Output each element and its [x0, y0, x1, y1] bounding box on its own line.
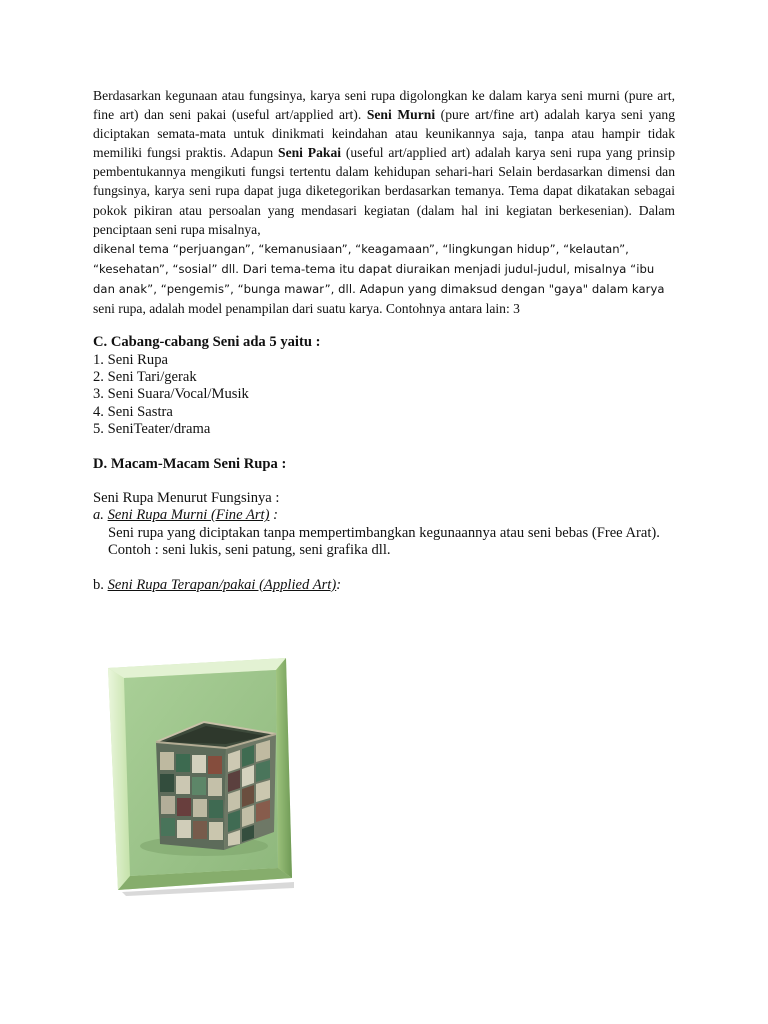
intro-text-1: Berdasarkan kegunaan atau fungsinya, karya seni rupa digolongkan ke dalam karya seni murni (pure art, fine art) dan seni pakai (useful art/applied art). — [93, 88, 675, 123]
intro-text-3: (useful art/applied art) adalah karya seni rupa yang prinsip pembentukannya mengikuti fungsi tertentu dalam kehidupan sehari-hari Selain berdasarkan dimensi dan fungsinya, karya seni rupa dapat juga diketegorikan berdasarkan temanya. Tema dapat dikatakan sebagai pokok pikiran atau persoalan yang mendasari kegiatan (dalam hal ini kegiatan berkesenian). Dalam penciptaan seni rupa misalnya, — [93, 145, 675, 237]
subsection-a-example: Contoh : seni lukis, seni patung, seni grafika dll. — [108, 542, 391, 559]
term-seni-pakai: Seni Pakai — [278, 145, 342, 161]
list-item: 5. SeniTeater/drama — [93, 421, 211, 438]
subsection-a-title — [93, 507, 675, 524]
subsection-a-description: Seni rupa yang diciptakan tanpa mempertimbangkan kegunaannya atau seni bebas (Free Arat). — [108, 524, 660, 541]
section-c — [93, 334, 675, 438]
subsection-a-colon: : — [269, 507, 278, 524]
list-item: 3. Seni Suara/Vocal/Musik — [93, 386, 249, 403]
section-d — [93, 456, 675, 594]
subsection-b-prefix: b. — [93, 576, 108, 593]
subsection-b-title-text: Seni Rupa Terapan/pakai (Applied Art) — [107, 576, 337, 593]
subsection-a-title-text: Seni Rupa Murni (Fine Art) — [107, 507, 270, 524]
applied-art-photo — [104, 656, 296, 896]
document-body — [93, 86, 675, 594]
intro-text-4: seni rupa, adalah model penampilan dari suatu karya. Contohnya antara lain: 3 — [93, 301, 520, 317]
intro-sans-line-1: dikenal tema “perjuangan”, “kemanusiaan”, “keagamaan”, “lingkungan hidup”, “kelautan”, — [93, 241, 629, 256]
list-item: 4. Seni Sastra — [93, 403, 173, 420]
subsection-b-title — [93, 577, 675, 594]
section-d-intro: Seni Rupa Menurut Fungsinya : — [93, 489, 280, 506]
intro-sans-line-2: “kesehatan”, “sosial” dll. Dari tema-tema itu dapat diuraikan menjadi judul-judul, misalnya “ibu — [93, 261, 655, 276]
subsection-b-colon: : — [336, 576, 342, 593]
term-seni-murni: Seni Murni — [366, 107, 436, 123]
woven-basket-image — [104, 656, 296, 896]
list-item: 1. Seni Rupa — [93, 351, 168, 368]
section-c-heading: C. Cabang-cabang Seni ada 5 yaitu : — [93, 334, 321, 351]
list-item: 2. Seni Tari/gerak — [93, 368, 197, 385]
section-d-heading: D. Macam-Macam Seni Rupa : — [93, 455, 287, 472]
intro-paragraph — [93, 86, 675, 318]
subsection-a-prefix: a. — [93, 507, 108, 524]
intro-sans-line-3: dan anak”, “pengemis”, “bunga mawar”, dll. Adapun yang dimaksud dengan "gaya" dalam karya — [93, 281, 665, 296]
intro-text-2: (pure art/fine art) adalah karya seni yang diciptakan semata-mata untuk dinikmati keindahan atau keunikannya saja, tanpa atau hampir tidak memiliki fungsi praktis. Adapun — [93, 107, 675, 161]
